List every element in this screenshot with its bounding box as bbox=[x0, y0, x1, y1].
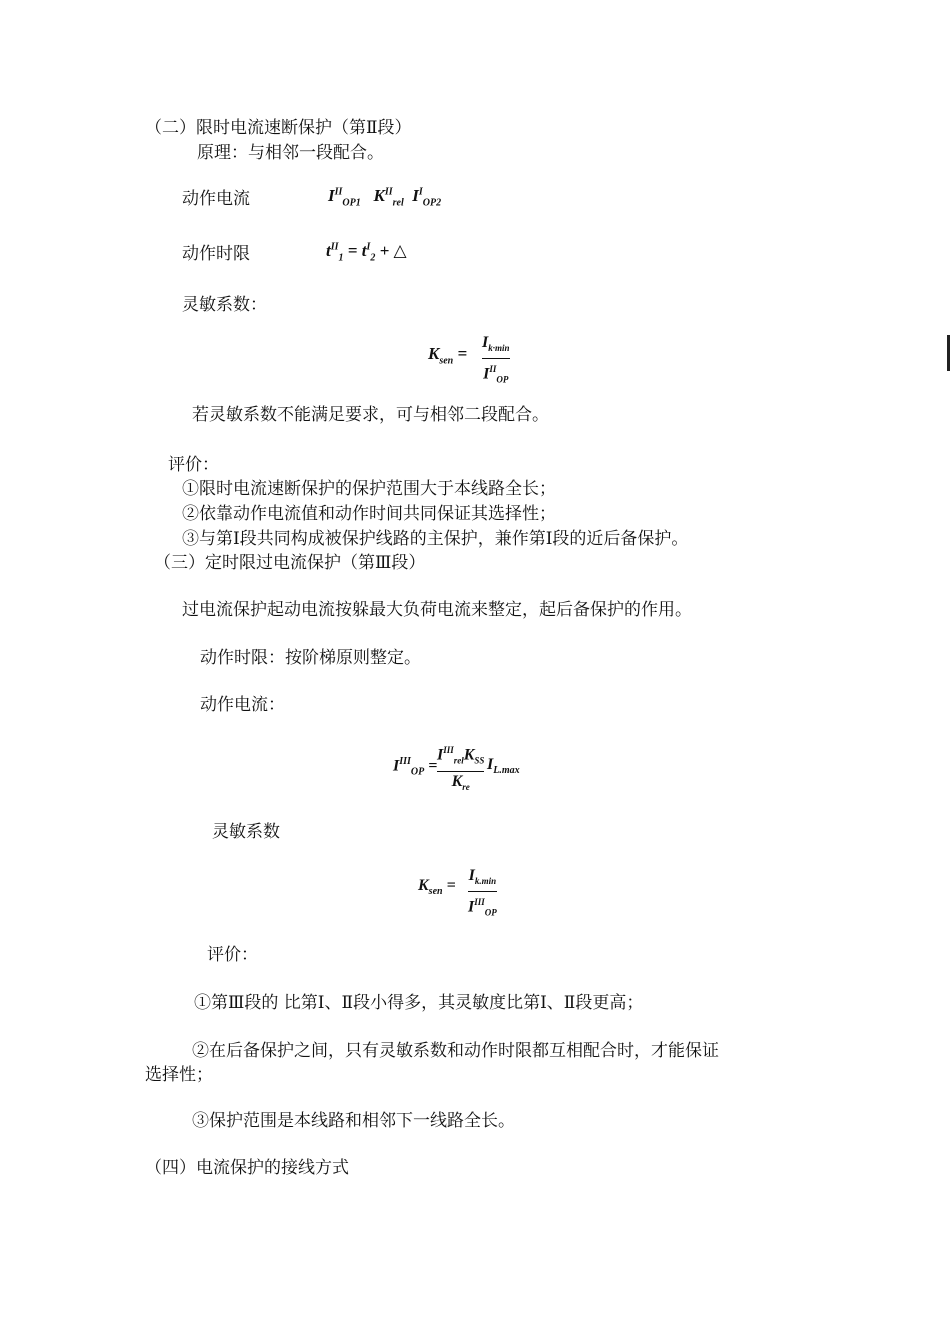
section-3-eval-2: ②在后备保护之间，只有灵敏系数和动作时限都互相配合时，才能保证 bbox=[192, 1041, 719, 1061]
section-3-eval-1: ①第Ⅲ段的 比第Ⅰ、Ⅱ段小得多，其灵敏度比第Ⅰ、Ⅱ段更高； bbox=[194, 993, 644, 1013]
section-2-eval-label: 评价： bbox=[168, 455, 219, 475]
formula-overcurrent-tail: $I_{L.max}$ bbox=[487, 756, 520, 777]
formula-sensitivity-3-fraction: $I_{k.min}$ $I^{III}_{OP}$ bbox=[468, 867, 497, 918]
sensitivity-label: 灵敏系数： bbox=[182, 295, 267, 315]
section-2-principle: 原理：与相邻一段配合。 bbox=[197, 143, 384, 163]
section-3-eval-2-continued: 选择性； bbox=[145, 1065, 213, 1085]
formula-sensitivity-fraction: $I_{k\cdot min}$ $I^{II}_{OP}$ bbox=[482, 334, 510, 385]
section-3-current-label: 动作电流： bbox=[200, 695, 285, 715]
section-2-title: （二）限时电流速断保护（第Ⅱ段） bbox=[145, 118, 412, 138]
formula-overcurrent-fraction: $I^{III}_{rel}K_{SS}$ $K_{re}$ bbox=[437, 745, 485, 792]
section-3-eval-3: ③保护范围是本线路和相邻下一线路全长。 bbox=[192, 1111, 515, 1131]
section-3-sensitivity-label: 灵敏系数 bbox=[212, 822, 280, 842]
action-current-label: 动作电流 bbox=[182, 189, 250, 209]
action-time-label: 动作时限 bbox=[182, 244, 250, 264]
formula-sensitivity-lhs: $K_{sen}$ = bbox=[428, 344, 468, 367]
section-2-eval-2: ②依靠动作电流值和动作时间共同保证其选择性； bbox=[182, 504, 556, 524]
formula-action-current: $I^{II}_{OP1}$ $K^{II}_{rel}$ $I^I_{OP2}$ bbox=[328, 186, 442, 209]
section-3-eval-label: 评价： bbox=[207, 945, 258, 965]
formula-sensitivity-3-lhs: $K_{sen}$ = bbox=[418, 877, 456, 898]
section-3-desc: 过电流保护起动电流按躲最大负荷电流来整定，起后备保护的作用。 bbox=[182, 600, 692, 620]
section-2-eval-1: ①限时电流速断保护的保护范围大于本线路全长； bbox=[182, 479, 556, 499]
formula-overcurrent-lhs: $I^{III}_{OP}$ = bbox=[393, 756, 438, 778]
section-4-title: （四）电流保护的接线方式 bbox=[145, 1158, 349, 1178]
formula-action-time: $t^{II}_1 = t^I_2$ + △ bbox=[326, 241, 407, 264]
section-3-time: 动作时限：按阶梯原则整定。 bbox=[200, 648, 421, 668]
section-3-title: （三）定时限过电流保护（第Ⅲ段） bbox=[154, 553, 426, 573]
section-2-eval-3: ③与第Ⅰ段共同构成被保护线路的主保护，兼作第Ⅰ段的近后备保护。 bbox=[182, 529, 689, 549]
section-2-note: 若灵敏系数不能满足要求，可与相邻二段配合。 bbox=[192, 405, 549, 425]
